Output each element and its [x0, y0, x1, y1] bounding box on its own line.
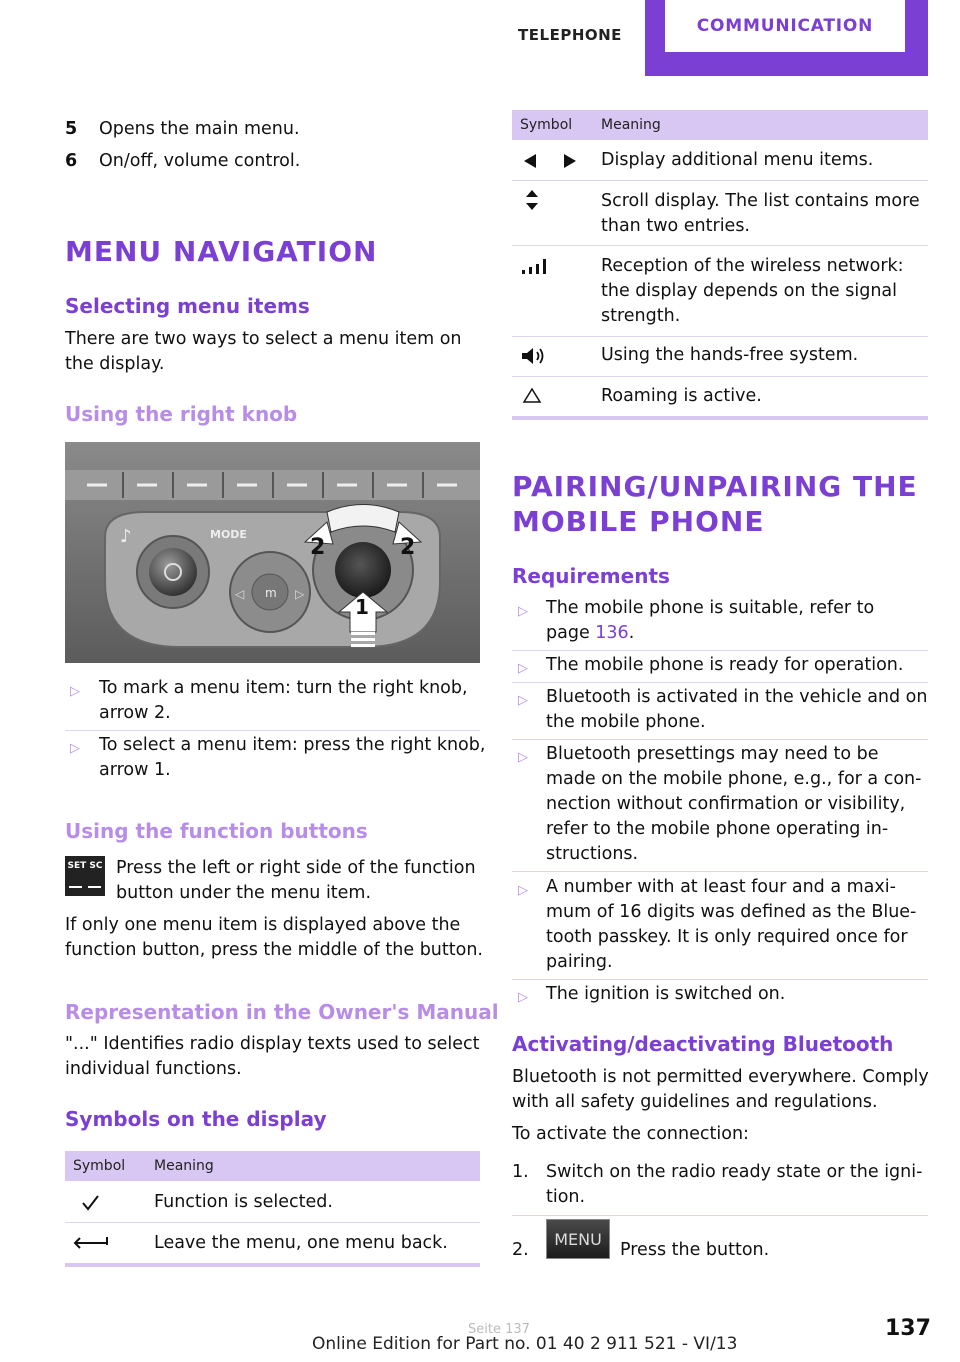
table-header	[512, 110, 928, 140]
text-line: "..." Identifies radio display texts used to select	[65, 1034, 480, 1054]
title-line: MOBILE PHONE	[512, 505, 765, 538]
paragraph	[116, 856, 476, 906]
meaning-text	[601, 254, 904, 329]
meaning-text: Display additional menu items.	[601, 150, 874, 170]
page-link[interactable]: 136	[595, 623, 629, 643]
text-line: If only one menu item is displayed above the	[65, 915, 461, 935]
meaning-text: Function is selected.	[154, 1192, 333, 1212]
speaker-icon	[520, 345, 548, 367]
svg-text:▷: ▷	[295, 587, 305, 601]
header-symbol: Symbol	[73, 1158, 126, 1174]
triangle-bullet-icon: ▷	[70, 741, 80, 756]
signal-bars-icon	[520, 254, 550, 276]
text-fragment: page	[546, 623, 596, 643]
arrow-1-label: 1	[355, 595, 369, 619]
text-line: Scroll display. The list contains more	[601, 191, 920, 211]
list-item	[65, 117, 77, 142]
item-number: 6	[65, 151, 78, 171]
header-meaning: Meaning	[601, 117, 661, 133]
meaning-text: Using the hands-free system.	[601, 345, 859, 365]
text-line: Bluetooth is not permitted everywhere. Comply	[512, 1067, 929, 1087]
table-row	[512, 377, 928, 415]
text-line: individual functions.	[65, 1059, 242, 1079]
tab-communication	[645, 0, 928, 76]
roaming-triangle-icon	[522, 387, 542, 405]
step-number: 2.	[512, 1240, 529, 1260]
triangle-bullet-icon: ▷	[518, 693, 528, 708]
text-line	[546, 621, 874, 646]
m-label: m	[265, 586, 277, 600]
header-symbol: Symbol	[520, 117, 573, 133]
text-line: strength.	[601, 306, 681, 326]
text-line: To select a menu item: press the right knob,	[99, 735, 486, 755]
text-line: Bluetooth is activated in the vehicle and on	[546, 687, 928, 707]
subsection-title: Activating/deactivating Bluetooth	[512, 1032, 894, 1056]
text-line: function button, press the middle of the button.	[65, 940, 483, 960]
text-line: with all safety guidelines and regulations.	[512, 1092, 878, 1112]
tab-communication-label: COMMUNICATION	[665, 0, 905, 52]
table-row	[65, 1223, 480, 1263]
text-line: Press the left or right side of the function	[116, 858, 476, 878]
text-line: There are two ways to select a menu item on	[65, 329, 462, 349]
paragraph	[512, 1065, 929, 1115]
triangle-bullet-icon: ▷	[518, 661, 528, 676]
paragraph	[65, 913, 483, 963]
text-line: the display depends on the signal	[601, 281, 898, 301]
subsection-title: Selecting menu items	[65, 294, 310, 318]
text-line: the mobile phone.	[546, 712, 706, 732]
left-right-arrows-icon	[522, 152, 582, 170]
text-line: than two entries.	[601, 216, 750, 236]
divider	[512, 979, 928, 980]
text-line: refer to the mobile phone operating in‐	[546, 819, 889, 839]
subsection-title: Representation in the Owner's Manual	[65, 1000, 499, 1024]
section-title	[512, 469, 918, 539]
text-line: pairing.	[546, 952, 613, 972]
triangle-bullet-icon: ▷	[518, 883, 528, 898]
paragraph	[65, 1032, 480, 1082]
text-line: The mobile phone is ready for operation.	[546, 655, 904, 675]
bullet-item	[546, 653, 903, 678]
table-row	[512, 181, 928, 245]
text-line: Switch on the radio ready state or the igni‐	[546, 1162, 923, 1182]
bullet-item	[546, 742, 921, 867]
step-number: 1.	[512, 1162, 529, 1182]
divider	[65, 730, 480, 731]
tab-telephone: TELEPHONE	[518, 26, 622, 44]
arrow-2-right-label: 2	[400, 535, 416, 560]
bullet-item	[546, 982, 785, 1007]
step-text: Press the button.	[620, 1240, 770, 1260]
text-line: nection without confirmation or visibility,	[546, 794, 906, 814]
arrow-2-left-label: 2	[310, 535, 326, 560]
triangle-bullet-icon: ▷	[518, 604, 528, 619]
table-bottom-rule	[512, 416, 928, 420]
page-number: 137	[885, 1316, 931, 1341]
table-row	[512, 337, 928, 376]
section-title: MENU NAVIGATION	[65, 235, 378, 268]
text-line: The ignition is switched on.	[546, 984, 786, 1004]
control-panel-image	[65, 442, 480, 663]
bullet-item	[546, 875, 916, 975]
text-line: To mark a menu item: turn the right knob,	[99, 678, 468, 698]
bullet-item	[99, 676, 468, 726]
table-row	[65, 1182, 480, 1222]
text-line: the display.	[65, 354, 165, 374]
table-bottom-rule	[65, 1263, 480, 1267]
divider	[512, 650, 928, 651]
table-header	[65, 1151, 480, 1181]
divider	[512, 1215, 928, 1216]
check-icon	[81, 1194, 101, 1212]
menu-button-icon: MENU	[546, 1219, 610, 1259]
paragraph	[65, 327, 462, 377]
text-line: tion.	[546, 1187, 586, 1207]
up-down-arrows-icon	[522, 189, 542, 211]
table-row	[512, 246, 928, 336]
subsection-title: Requirements	[512, 564, 670, 588]
text-line: made on the mobile phone, e.g., for a con‐	[546, 769, 922, 789]
mode-label: MODE	[210, 528, 247, 541]
bullet-item	[546, 685, 927, 735]
subsection-title: Using the right knob	[65, 402, 298, 426]
table-row	[512, 140, 928, 180]
triangle-bullet-icon: ▷	[70, 684, 80, 699]
text-line: Reception of the wireless network:	[601, 256, 904, 276]
header-meaning: Meaning	[154, 1158, 214, 1174]
triangle-bullet-icon: ▷	[518, 990, 528, 1005]
divider	[512, 871, 928, 872]
triangle-bullet-icon: ▷	[518, 750, 528, 765]
meaning-text: Leave the menu, one menu back.	[154, 1233, 448, 1253]
list-item	[65, 149, 77, 174]
function-button-icon	[65, 856, 105, 896]
control-panel-figure	[65, 442, 480, 663]
back-arrow-icon	[73, 1233, 109, 1251]
paragraph: To activate the connection:	[512, 1124, 749, 1144]
step-text	[546, 1160, 922, 1210]
text-line: tooth passkey. It is only required once for	[546, 927, 908, 947]
meaning-text: Roaming is active.	[601, 386, 762, 406]
text-line: Bluetooth presettings may need to be	[546, 744, 879, 764]
text-line: mum of 16 digits was defined as the Blue‐	[546, 902, 917, 922]
title-line: PAIRING/UNPAIRING THE	[512, 470, 918, 503]
text-line: arrow 1.	[99, 760, 171, 780]
text-line: structions.	[546, 844, 639, 864]
item-text: On/off, volume control.	[99, 151, 301, 171]
text-line: The mobile phone is suitable, refer to	[546, 598, 875, 618]
svg-text:♪: ♪	[120, 526, 132, 547]
text-line: button under the menu item.	[116, 883, 372, 903]
svg-text:◁: ◁	[235, 587, 245, 601]
function-button-label: SET SC	[67, 861, 103, 871]
meaning-text	[601, 189, 920, 239]
bullet-item	[546, 596, 874, 646]
item-text: Opens the main menu.	[99, 119, 300, 139]
text-fragment: .	[628, 623, 635, 643]
text-line: A number with at least four and a maxi‐	[546, 877, 896, 897]
text-line: arrow 2.	[99, 703, 171, 723]
edition-text: Online Edition for Part no. 01 40 2 911 521 - VI/13	[312, 1334, 738, 1354]
watermark-text: Seite 137	[468, 1322, 530, 1337]
subsection-title: Using the function buttons	[65, 819, 368, 843]
subsection-title: Symbols on the display	[65, 1107, 327, 1131]
divider	[512, 739, 928, 740]
divider	[512, 682, 928, 683]
bullet-item	[99, 733, 485, 783]
item-number: 5	[65, 119, 78, 139]
